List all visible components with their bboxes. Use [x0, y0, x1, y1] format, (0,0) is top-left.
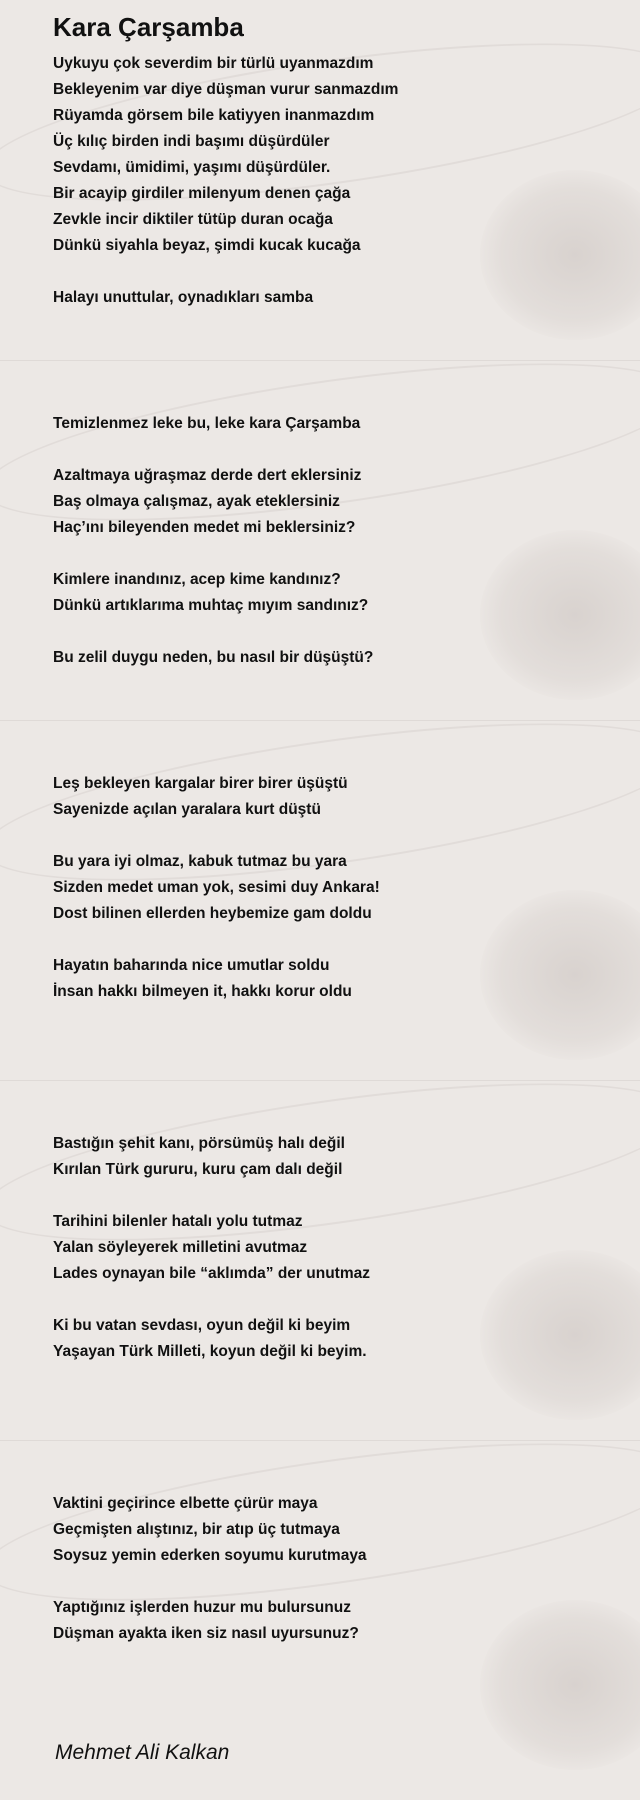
poem-line: Leş bekleyen kargalar birer birer üşüştü	[53, 775, 348, 792]
poem-line: Bu zelil duygu neden, bu nasıl bir düşüştü?	[53, 649, 374, 666]
poem-line: Bastığın şehit kanı, pörsümüş halı değil	[53, 1135, 345, 1152]
poem-line: Yaşayan Türk Milleti, koyun değil ki beyim.	[53, 1343, 367, 1360]
poem-line: Bekleyenim var diye düşman vurur sanmazdım	[53, 81, 399, 98]
poem-line: Bu yara iyi olmaz, kabuk tutmaz bu yara	[53, 853, 347, 870]
poem-line: Zevkle incir diktiler tütüp duran ocağa	[53, 211, 333, 228]
poem-line: Düşman ayakta iken siz nasıl uyursunuz?	[53, 1625, 359, 1642]
poem-line: Yaptığınız işlerden huzur mu bulursunuz	[53, 1599, 351, 1616]
poem-line: Sizden medet uman yok, sesimi duy Ankara!	[53, 879, 380, 896]
poem-line: Halayı unuttular, oynadıkları samba	[53, 289, 314, 306]
poem-title: Kara Çarşamba	[53, 12, 244, 42]
poem-line: İnsan hakkı bilmeyen it, hakkı korur oldu	[53, 983, 352, 1000]
poem-line: Sayenizde açılan yaralara kurt düştü	[53, 801, 321, 818]
background-ink-blot	[480, 1600, 640, 1770]
poem-line: Baş olmaya çalışmaz, ayak eteklersiniz	[53, 493, 340, 510]
background-ink-blot	[480, 170, 640, 340]
poem-line: Haç’ını bileyenden medet mi beklersiniz?	[53, 519, 356, 536]
background-ink-blot	[480, 1250, 640, 1420]
background-band-edge	[0, 720, 640, 721]
poem-line: Geçmişten alıştınız, bir atıp üç tutmaya	[53, 1521, 340, 1538]
poem-line: Dünkü siyahla beyaz, şimdi kucak kucağa	[53, 237, 361, 254]
poem-line: Bir acayip girdiler milenyum denen çağa	[53, 185, 351, 202]
poem-line: Ki bu vatan sevdası, oyun değil ki beyim	[53, 1317, 351, 1334]
poem-line: Vaktini geçirince elbette çürür maya	[53, 1495, 318, 1512]
poem-line: Dost bilinen ellerden heybemize gam doldu	[53, 905, 372, 922]
poem-line: Sevdamı, ümidimi, yaşımı düşürdüler.	[53, 159, 331, 176]
background-ink-blot	[480, 890, 640, 1060]
poem-line: Temizlenmez leke bu, leke kara Çarşamba	[53, 415, 361, 432]
poem-line: Kırılan Türk gururu, kuru çam dalı değil	[53, 1161, 343, 1178]
poem-line: Üç kılıç birden indi başımı düşürdüler	[53, 133, 330, 150]
poem-line: Tarihini bilenler hatalı yolu tutmaz	[53, 1213, 303, 1230]
poem-line: Azaltmaya uğraşmaz derde dert eklersiniz	[53, 467, 362, 484]
background-band-edge	[0, 1440, 640, 1441]
poem-line: Soysuz yemin ederken soyumu kurutmaya	[53, 1547, 367, 1564]
poem-line: Dünkü artıklarıma muhtaç mıyım sandınız?	[53, 597, 369, 614]
poem-author: Mehmet Ali Kalkan	[55, 1741, 230, 1764]
poem-line: Lades oynayan bile “aklımda” der unutmaz	[53, 1265, 370, 1282]
poem-line: Rüyamda görsem bile katiyyen inanmazdım	[53, 107, 375, 124]
poem-line: Yalan söyleyerek milletini avutmaz	[53, 1239, 308, 1256]
poem-line: Kimlere inandınız, acep kime kandınız?	[53, 571, 341, 588]
poem-line: Hayatın baharında nice umutlar soldu	[53, 957, 330, 974]
background-ink-blot	[480, 530, 640, 700]
poem-line: Uykuyu çok severdim bir türlü uyanmazdım	[53, 55, 374, 72]
background-band-edge	[0, 1080, 640, 1081]
background-band-edge	[0, 360, 640, 361]
